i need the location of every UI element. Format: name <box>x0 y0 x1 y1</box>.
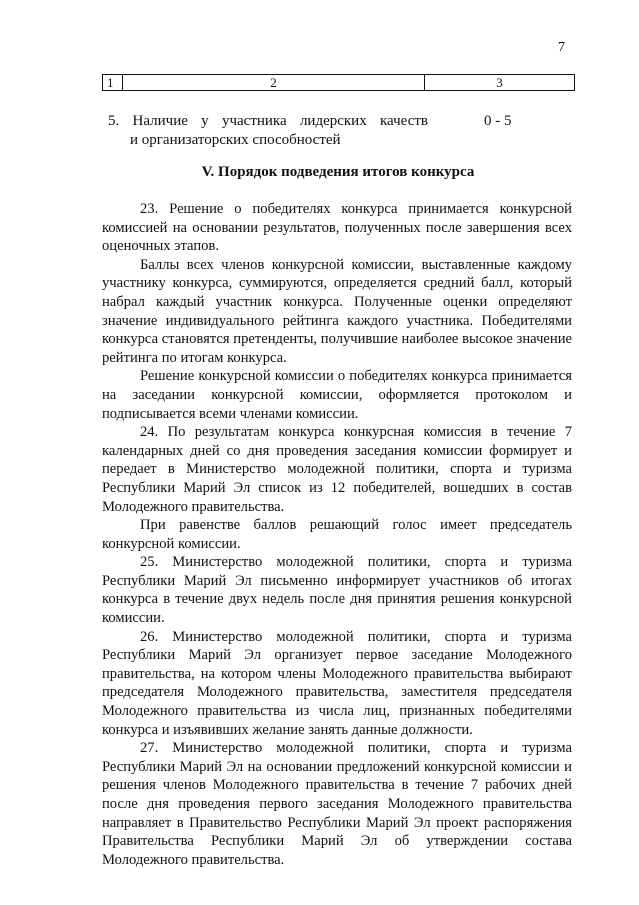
paragraph: При равенстве баллов решающий голос имеет председатель конкурсной комиссии. <box>102 517 572 552</box>
paragraph: 23. Решение о победителях конкурса принимается конкурсной комиссией на основании результатов, полученных после завершения всех оценочных этапов. <box>102 201 572 255</box>
table-header-row <box>102 74 575 91</box>
paragraph: 24. По результатам конкурса конкурсная комиссия в течение 7 календарных дней со дня проведения заседания комиссии формирует и передает в Министерство молодежной политики, спорта и туризма Республики Марий Эл список из 12 победителей, вошедших в состав Молодежного правительства. <box>102 424 572 515</box>
document-body <box>102 200 572 869</box>
paragraph: Баллы всех членов конкурсной комиссии, выставленные каждому участнику конкурса, суммируются, определяется средний балл, который набрал каждый участник конкурса. Полученные оценки определяют значение индивидуального рейтинга каждого участника. Победителями конкурса становятся претенденты, получившие наиболее высокое значение рейтинга по итогам конкурса. <box>102 256 572 366</box>
column-number-1: 1 <box>103 75 123 91</box>
section-title: V. Порядок подведения итогов конкурса <box>201 164 475 180</box>
paragraph: Решение конкурсной комиссии о победителях конкурса принимается на заседании конкурсной комиссии, оформляется протоколом и подписывается всеми членами комиссии. <box>102 368 572 422</box>
criterion-text: 5. Наличие у участника лидерских качеств <box>108 113 428 129</box>
paragraph: 25. Министерство молодежной политики, спорта и туризма Республики Марий Эл письменно информирует участников об итогах конкурса в течение двух недель после дня принятия решения конкурсной комиссии. <box>102 554 572 627</box>
table-row <box>103 75 575 91</box>
criterion-row <box>108 112 512 150</box>
column-number-2: 2 <box>123 75 425 91</box>
paragraph: 27. Министерство молодежной политики, спорта и туризма Республики Марий Эл на основании предложений конкурсной комиссии и решения членов Молодежного правительства в течение 7 рабочих дней после дня проведения первого заседания Молодежного правительства направляет в Правительство Республики Марий Эл проект распоряжения Правительства Республики Марий Эл об утверждении состава Молодежного правительства. <box>102 740 572 868</box>
criterion-score: 0 - 5 <box>484 113 512 129</box>
column-number-3: 3 <box>425 75 575 91</box>
page-number: 7 <box>558 40 565 55</box>
paragraph: 26. Министерство молодежной политики, спорта и туризма Республики Марий Эл организует первое заседание Молодежного правительства, на котором члены Молодежного правительства выбирают председателя Молодежного правительства, заместителя председателя Молодежного правительства из числа лиц, признанных победителями конкурса и изъявивших желание занять данные должности. <box>102 628 572 738</box>
criterion-continuation: и организаторских способностей <box>130 132 341 148</box>
